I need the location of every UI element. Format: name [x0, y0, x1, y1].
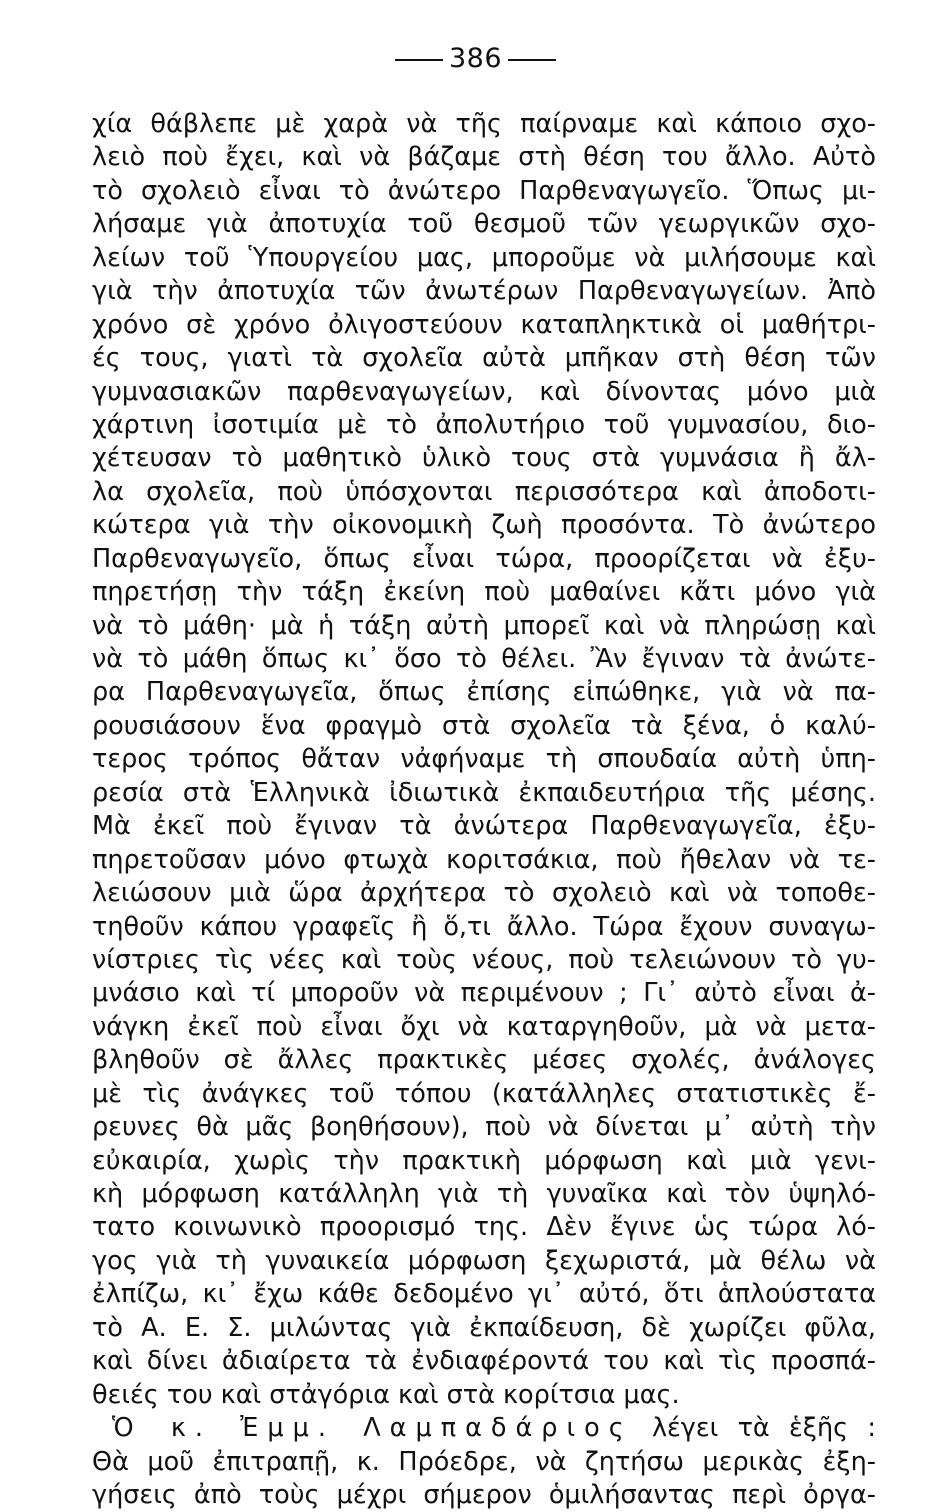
text-line: μνάσιο καὶ τί μποροῦν νὰ περιμένουν ; Γι᾽ αὐτὸ εἶναι ἀ-	[92, 978, 876, 1009]
text-line: βληθοῦν σὲ ἄλλες πρακτικὲς μέσες σχολές, ἀνάλογες	[92, 1045, 876, 1076]
text-line: λειὸ ποὺ ἔχει, καὶ νὰ βάζαμε στὴ θέση του ἄλλο. Αὐτὸ	[92, 142, 876, 173]
text-line: ρα Παρθεναγωγεῖα, ὅπως ἐπίσης εἰπώθηκε, γιὰ νὰ πα-	[92, 677, 876, 708]
text-line: γος γιὰ τὴ γυναικεία μόρφωση ξεχωριστά, μὰ θέλω νὰ	[92, 1245, 876, 1276]
text-line: πηρετήσῃ τὴν τάξη ἐκείνη ποὺ μαθαίνει κἄτι μόνο γιὰ	[92, 577, 876, 608]
text-line: μὲ τὶς ἀνάγκες τοῦ τόπου (κατάλληλες στατιστικὲς ἔ-	[92, 1078, 876, 1109]
text-line: ές τους, γιατὶ τὰ σχολεῖα αὐτὰ μπῆκαν στὴ θέση τῶν	[92, 343, 876, 374]
text-line: Παρθεναγωγεῖο, ὅπως εἶναι τώρα, προορίζεται νὰ ἐξυ-	[92, 543, 876, 574]
text-line: νάγκη ἐκεῖ ποὺ εἶναι ὄχι νὰ καταργηθοῦν, μὰ νὰ μετα-	[92, 1011, 876, 1042]
text-line: χάρτινη ἰσοτιμία μὲ τὸ ἀπολυτήριο τοῦ γυμνασίου, διο-	[92, 409, 876, 440]
text-line: ρουσιάσουν ἕνα φραγμὸ στὰ σχολεῖα τὰ ξένα, ὁ καλύ-	[92, 710, 876, 741]
text-line: νίστριες τὶς νέες καὶ τοὺς νέους, ποὺ τελειώνουν τὸ γυ-	[92, 944, 876, 975]
text-line: λειώσουν μιὰ ὥρα ἀρχήτερα τὸ σχολειὸ καὶ νὰ τοποθε-	[92, 878, 876, 909]
text-line: γήσεις ἀπὸ τοὺς μέχρι σήμερον ὁμιλήσαντας περὶ ὀργα-	[92, 1479, 876, 1510]
text-line: Θὰ μοῦ ἐπιτραπῇ, κ. Πρόεδρε, νὰ ζητήσω μερικὰς ἐξη-	[92, 1446, 876, 1477]
text-line: Μὰ ἐκεῖ ποὺ ἔγιναν τὰ ἀνώτερα Παρθεναγωγεῖα, ἐξυ-	[92, 811, 876, 842]
left-dash	[395, 59, 443, 61]
text-line: θειές του καὶ στἀγόρια καὶ στὰ κορίτσια μας.	[92, 1379, 680, 1410]
text-line: τερος τρόπος θἄταν νἀφήναμε τὴ σπουδαία αὐτὴ ὑπη-	[92, 744, 876, 775]
right-dash	[508, 59, 556, 61]
body-text	[92, 108, 876, 1512]
page-number-header	[0, 44, 951, 74]
speaker-name: Ὁ κ. Ἐμμ. Λαμπαδάριος	[112, 1413, 633, 1444]
text-line: λήσαμε γιὰ ἀποτυχία τοῦ θεσμοῦ τῶν γεωργικῶν σχο-	[92, 209, 876, 240]
text-line: κώτερα γιὰ τὴν οἰκονομικὴ ζωὴ προσόντα. Τὸ ἀνώτερο	[92, 510, 876, 541]
text-line: τὸ Α. Ε. Σ. μιλώντας γιὰ ἐκπαίδευση, δὲ χωρίζει φῦλα,	[92, 1312, 876, 1343]
text-line: γυμνασιακῶν παρθεναγωγείων, καὶ δίνοντας μόνο μιὰ	[92, 376, 876, 407]
text-line: γιὰ τὴν ἀποτυχία τῶν ἀνωτέρων Παρθεναγωγείων. Ἀπὸ	[92, 276, 876, 307]
text-line: λείων τοῦ Ὑπουργείου μας, μποροῦμε νὰ μιλήσουμε καὶ	[92, 242, 876, 273]
text-line: κὴ μόρφωση κατάλληλη γιὰ τὴ γυναῖκα καὶ τὸν ὑψηλό-	[92, 1179, 876, 1209]
text-line: πηρετοῦσαν μόνο φτωχὰ κοριτσάκια, ποὺ ἤθελαν νὰ τε-	[92, 844, 876, 875]
text-line: τὸ σχολειὸ εἶναι τὸ ἀνώτερο Παρθεναγωγεῖο. Ὅπως μι-	[92, 175, 876, 206]
page-number: 386	[448, 43, 503, 74]
speaker-line	[92, 1412, 876, 1445]
text-line: ρεσία στὰ Ἑλληνικὰ ἰδιωτικὰ ἐκπαιδευτήρια τῆς μέσης.	[92, 777, 876, 808]
text-line: ρευνες θὰ μᾶς βοηθήσουν), ποὺ νὰ δίνεται μ᾽ αὐτὴ τὴν	[92, 1112, 876, 1143]
speaker-intro: λέγει τὰ ἑξῆς :	[651, 1413, 876, 1444]
text-line: νὰ τὸ μάθη ὅπως κι᾽ ὅσο τὸ θέλει. Ἂν ἔγιναν τὰ ἀνώτε-	[92, 644, 876, 674]
text-line: εὐκαιρία, χωρὶς τὴν πρακτικὴ μόρφωση καὶ μιὰ γενι-	[92, 1145, 876, 1176]
text-line: καὶ δίνει ἀδιαίρετα τὰ ἐνδιαφέροντά του καὶ τὶς προσπά-	[92, 1346, 876, 1377]
text-line: ἐλπίζω, κι᾽ ἔχω κάθε δεδομένο γι᾽ αὐτό, ὅτι ἁπλούστατα	[92, 1279, 876, 1310]
text-line: τατο κοινωνικὸ προορισμό της. Δὲν ἔγινε ὡς τώρα λό-	[92, 1212, 876, 1243]
text-line: λα σχολεῖα, ποὺ ὑπόσχονται περισσότερα καὶ ἀποδοτι-	[92, 476, 876, 507]
text-line: χρόνο σὲ χρόνο ὀλιγοστεύουν καταπληκτικὰ οἱ μαθήτρι-	[92, 309, 876, 340]
text-line: νὰ τὸ μάθη· μὰ ἡ τάξη αὐτὴ μπορεῖ καὶ νὰ πληρώσῃ καὶ	[92, 610, 876, 641]
text-line: τηθοῦν κάπου γραφεῖς ἢ ὅ,τι ἄλλο. Τώρα ἔχουν συναγω-	[92, 911, 876, 942]
text-line: χία θάβλεπε μὲ χαρὰ νὰ τῆς παίρναμε καὶ κάποιο σχο-	[92, 109, 876, 139]
text-line: χέτευσαν τὸ μαθητικὸ ὑλικὸ τους στὰ γυμνάσια ἢ ἄλ-	[92, 443, 876, 474]
